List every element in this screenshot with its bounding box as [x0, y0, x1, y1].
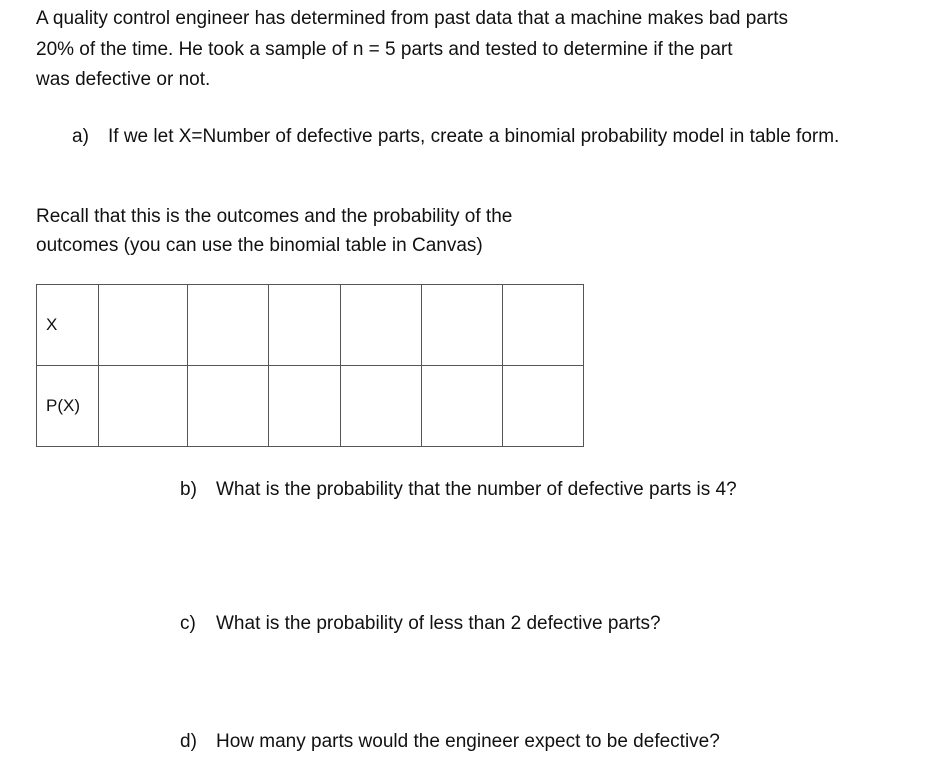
intro-line-1: A quality control engineer has determined from past data that a machine makes bad parts [36, 8, 788, 29]
question-b-text: What is the probability that the number of defective parts is 4? [216, 479, 737, 500]
x-cell-2[interactable] [188, 285, 269, 366]
x-cell-6[interactable] [503, 285, 584, 366]
question-c-letter: c) [180, 613, 196, 634]
intro-line-3: was defective or not. [36, 69, 211, 90]
x-cell-1[interactable] [99, 285, 188, 366]
x-row-header: X [37, 285, 99, 366]
x-cell-3[interactable] [269, 285, 341, 366]
question-a-text: If we let X=Number of defective parts, create a binomial probability model in table form. [108, 126, 840, 147]
question-a-letter: a) [72, 126, 89, 147]
question-c-text: What is the probability of less than 2 defective parts? [216, 613, 661, 634]
recall-line-1: Recall that this is the outcomes and the probability of the [36, 206, 513, 227]
table-row-x [37, 285, 584, 366]
px-row-header: P(X) [37, 366, 99, 447]
px-cell-4[interactable] [341, 366, 422, 447]
table-row-px [37, 366, 584, 447]
question-c [180, 612, 661, 636]
px-cell-3[interactable] [269, 366, 341, 447]
question-d [180, 730, 720, 754]
question-b-letter: b) [180, 479, 197, 500]
px-cell-6[interactable] [503, 366, 584, 447]
question-d-text: How many parts would the engineer expect to be defective? [216, 731, 720, 752]
probability-model-table [36, 284, 584, 447]
question-d-letter: d) [180, 731, 197, 752]
px-cell-5[interactable] [422, 366, 503, 447]
recall-line-2: outcomes (you can use the binomial table in Canvas) [36, 235, 483, 256]
question-a [72, 125, 839, 149]
intro-line-2: 20% of the time. He took a sample of n = 5 parts and tested to determine if the part [36, 39, 733, 60]
question-b [180, 478, 737, 502]
x-cell-4[interactable] [341, 285, 422, 366]
x-cell-5[interactable] [422, 285, 503, 366]
px-cell-2[interactable] [188, 366, 269, 447]
px-cell-1[interactable] [99, 366, 188, 447]
